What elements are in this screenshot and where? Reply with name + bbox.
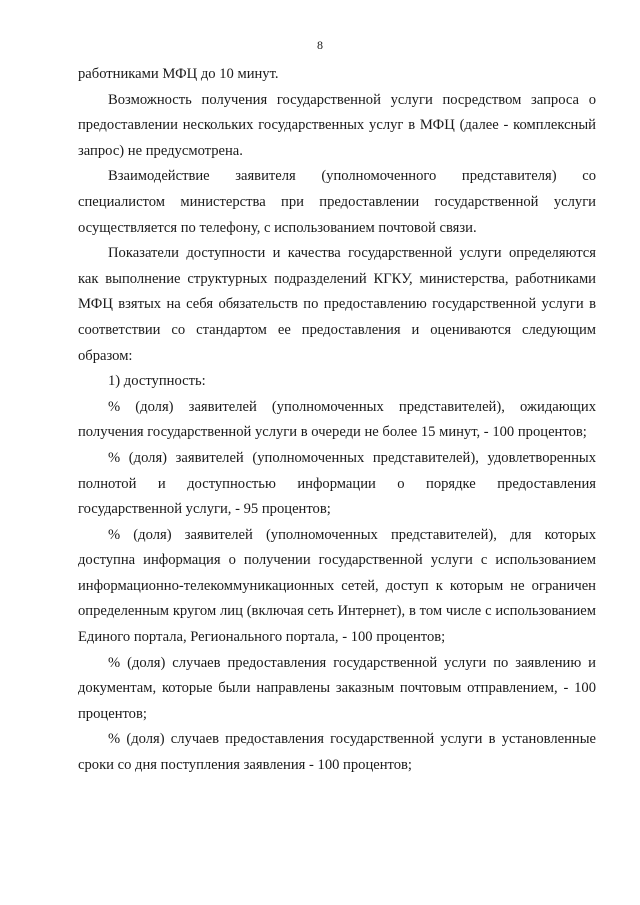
paragraph-indicator-online-info: % (доля) заявителей (уполномоченных представителей), для которых доступна информация о получении государственной услуги с использованием информационно-телекоммуникационных сетей, доступ к которым не ограничен определенным кругом лиц (включая сеть Интернет), в том числе с использованием Единого портала, Регионального портала, - 100 процентов; <box>78 526 596 646</box>
paragraph-indicator-postal: % (доля) случаев предоставления государственной услуги по заявлению и документам, которые были направлены заказным почтовым отправлением, - 100 процентов; <box>78 654 596 722</box>
paragraph-indicator-queue: % (доля) заявителей (уполномоченных представителей), ожидающих получения государственной услуги в очереди не более 15 минут, - 100 процентов; <box>78 398 596 441</box>
paragraph-interaction: Взаимодействие заявителя (уполномоченного представителя) со специалистом министерства при предоставлении государственной услуги осуществляется по телефону, с использованием почтовой связи. <box>78 168 596 236</box>
page-number: 8 <box>317 38 323 52</box>
paragraph-indicator-satisfaction: % (доля) заявителей (уполномоченных представителей), удовлетворенных полнотой и доступностью информации о порядке предоставления государственной услуги, - 95 процентов; <box>78 449 596 518</box>
paragraph-complex-request: Возможность получения государственной услуги посредством запроса о предоставлении нескольких государственных услуг в МФЦ (далее - комплексный запрос) не предусмотрена. <box>78 91 596 159</box>
paragraph-accessibility-heading: 1) доступность: <box>108 373 206 390</box>
paragraph-quality-indicators: Показатели доступности и качества государственной услуги определяются как выполнение структурных подразделений КГКУ, министерства, работниками МФЦ взятых на себя обязательств по предоставлению государственной услуги в соответствии со стандартом ее предоставления и оцениваются следующим образом: <box>78 245 596 364</box>
paragraph-indicator-deadlines: % (доля) случаев предоставления государственной услуги в установленные сроки со дня поступления заявления - 100 процентов; <box>78 731 596 774</box>
document-body <box>78 62 596 779</box>
paragraph-continuation: работниками МФЦ до 10 минут. <box>78 66 279 82</box>
